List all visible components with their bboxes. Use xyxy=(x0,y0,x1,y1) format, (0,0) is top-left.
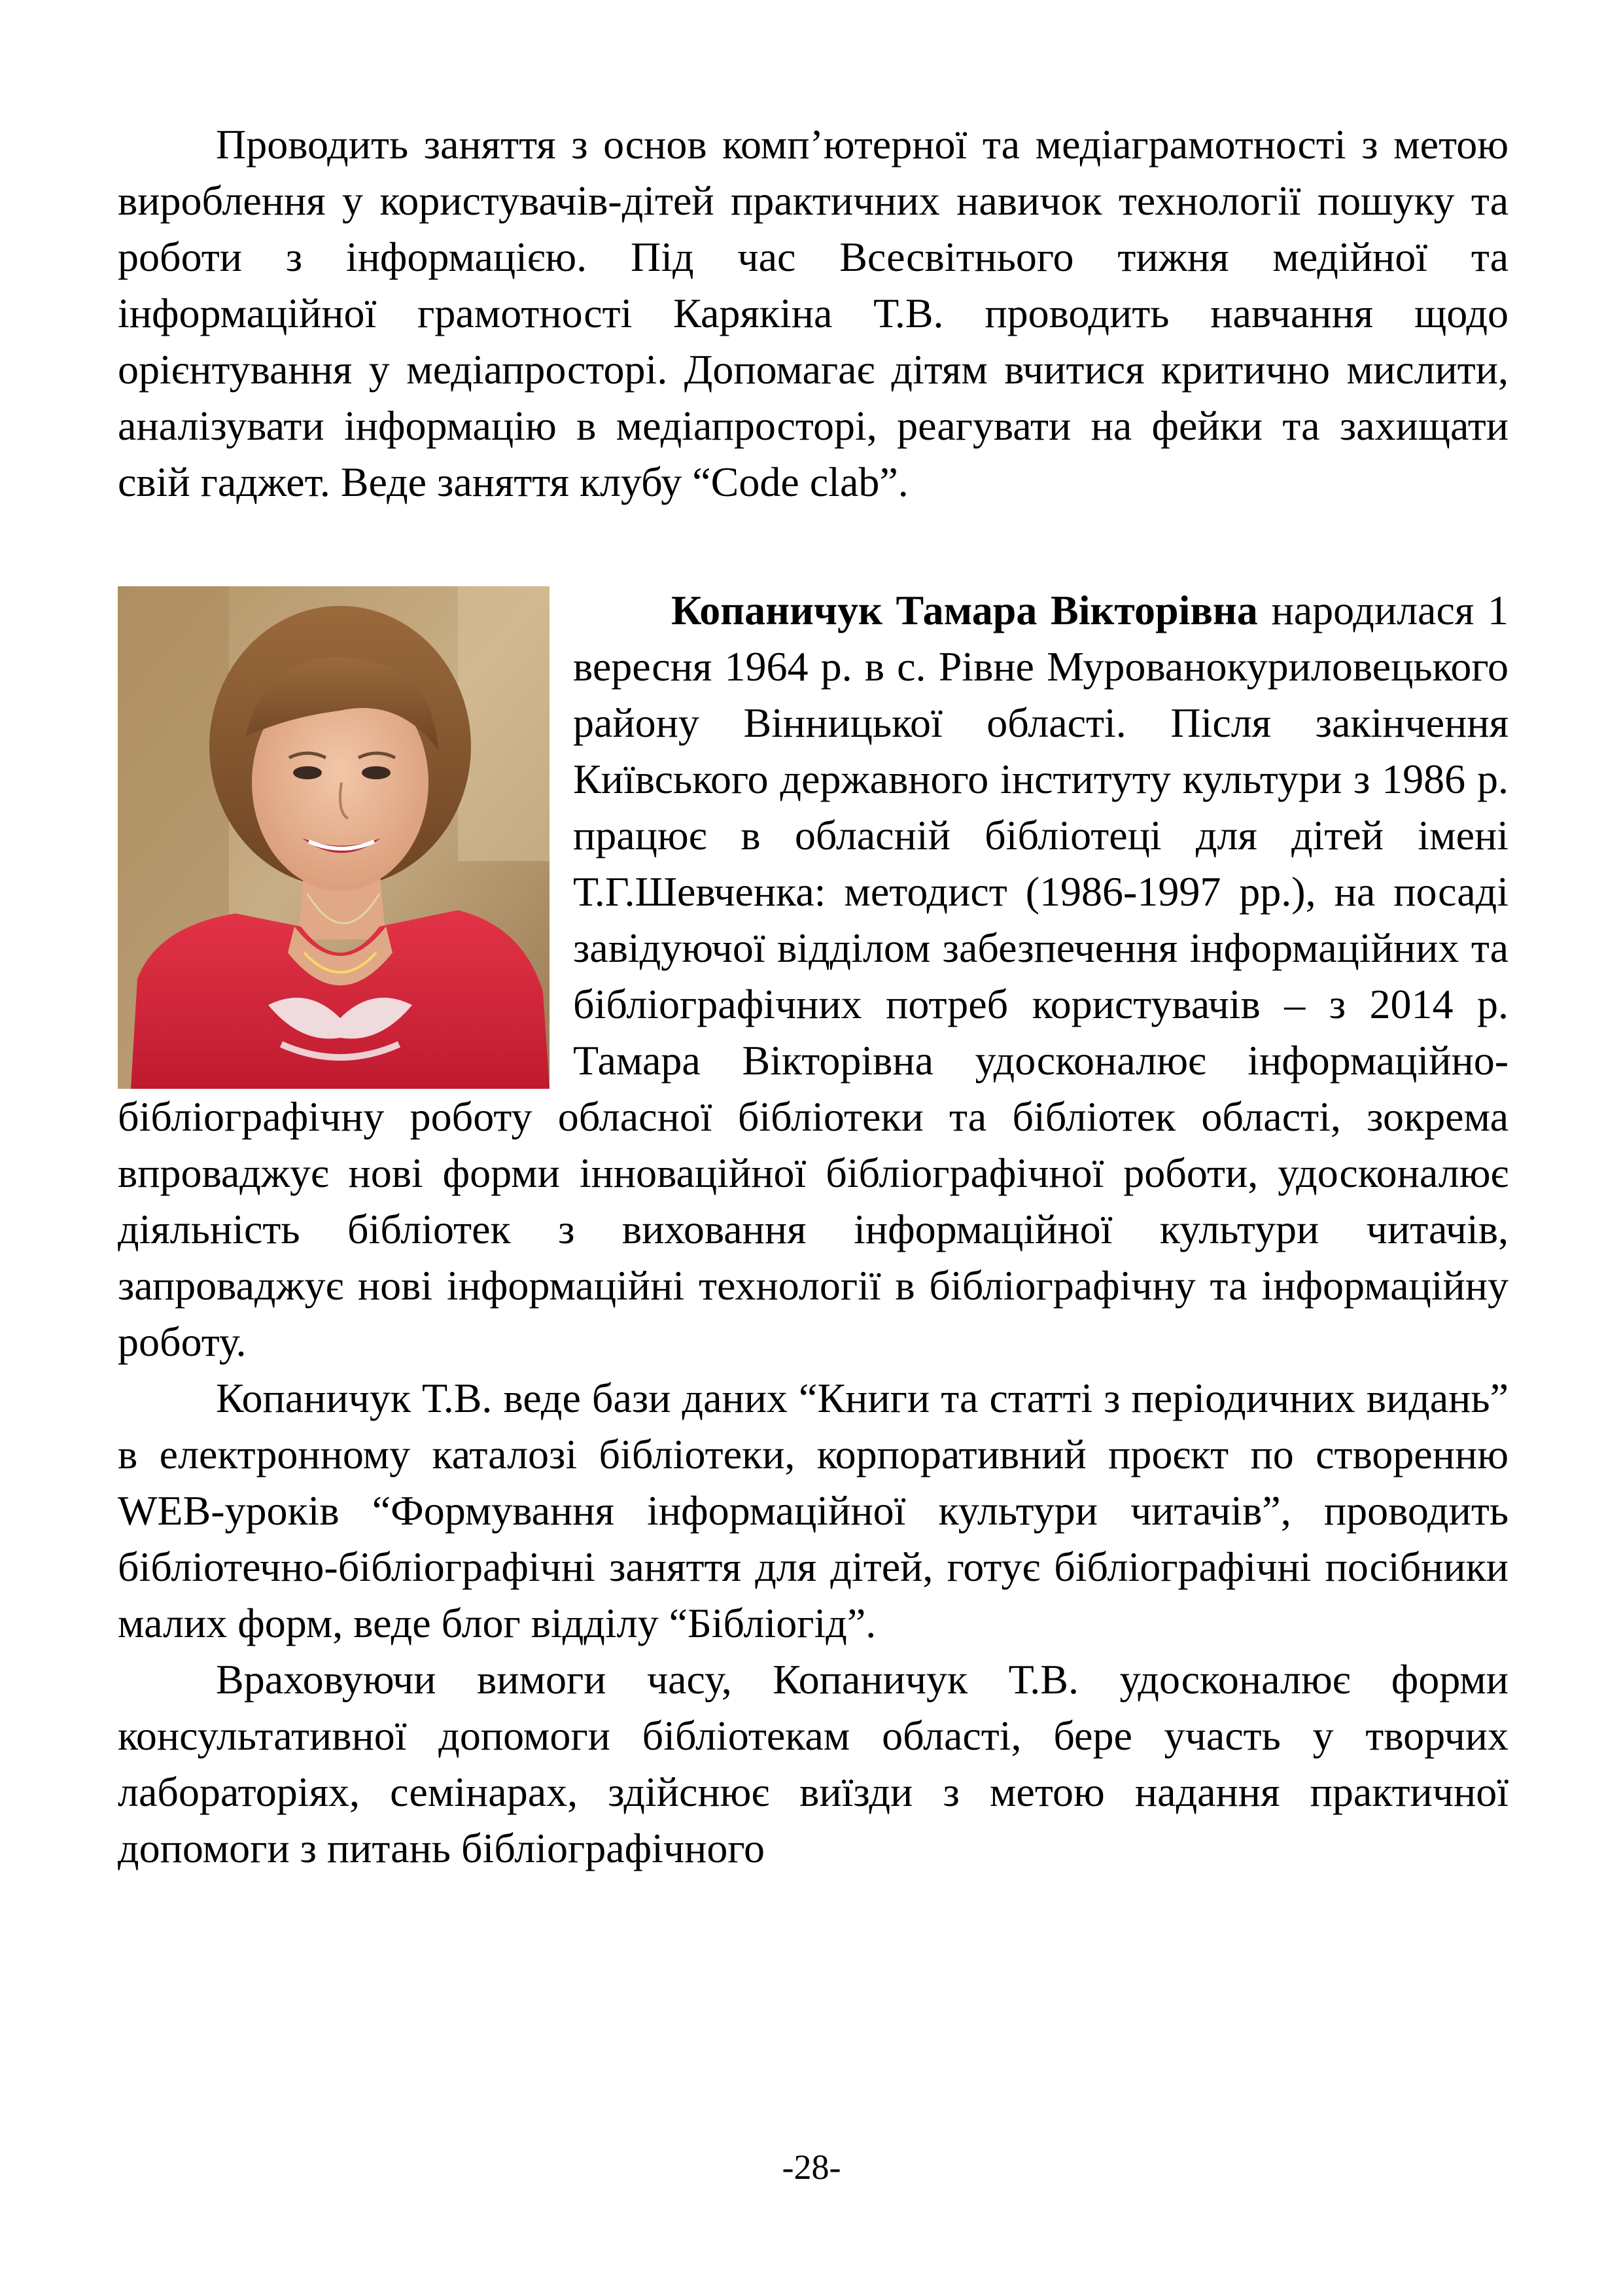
person-name: Копаничук Тамара Вікторівна xyxy=(671,587,1258,633)
databases-paragraph: Копаничук Т.В. веде бази даних “Книги та статті з періодичних видань” в електронному каталозі бібліотеки, корпоративний проєкт по створенню WEB-уроків “Формування інформаційної культури читачів”, проводить бібліотечно-бібліографічні заняття для дітей, готує бібліографічні посібники малих форм, веде блог відділу “Бібліогід”. xyxy=(118,1375,1509,1646)
bio-text: народилася 1 вересня 1964 р. в с. Рівне Мурованокуриловецького району Вінницької області. Після закінчення Київського державного інституту культури з 1986 р. працює в обласній бібліотеці для дітей імені Т.Г.Шевченка: методист (1986-1997 рр.), на посаді завідуючої відділом забезпечення інформаційних та бібліографічних потреб користувачів – з 2014 р. Тамара Вікторівна удосконалює інформаційно-бібліографічну роботу обласної бібліотеки та бібліотек області, зокрема впроваджує нові форми інноваційної бібліографічної роботи, удосконалює діяльність бібліотек з виховання інформаційної культури читачів, запроваджує нові інформаційні технології в бібліографічну та інформаційну роботу. xyxy=(118,587,1509,1365)
portrait-photo-icon xyxy=(118,586,550,1089)
consulting-paragraph: Враховуючи вимоги часу, Копаничук Т.В. удосконалює форми консультативної допомоги бібліотекам області, бере участь у творчих лабораторіях, семінарах, здійснює виїзди з метою надання практичної допомоги з питань бібліографічного xyxy=(118,1656,1509,1871)
page-number: -28- xyxy=(782,2147,841,2187)
portrait-photo xyxy=(118,586,550,1089)
page-content xyxy=(118,116,1509,1877)
intro-paragraph: Проводить заняття з основ комп’ютерної та медіаграмотності з метою вироблення у користувачів-дітей практичних навичок технології пошуку та роботи з інформацією. Під час Всесвітнього тижня медійної та інформаційної грамотності Карякіна Т.В. проводить навчання щодо орієнтування у медіапросторі. Допомагає дітям вчитися критично мислити, аналізувати інформацію в медіапросторі, реагувати на фейки та захищати свій гаджет. Веде заняття клубу “Code clab”. xyxy=(118,121,1509,505)
